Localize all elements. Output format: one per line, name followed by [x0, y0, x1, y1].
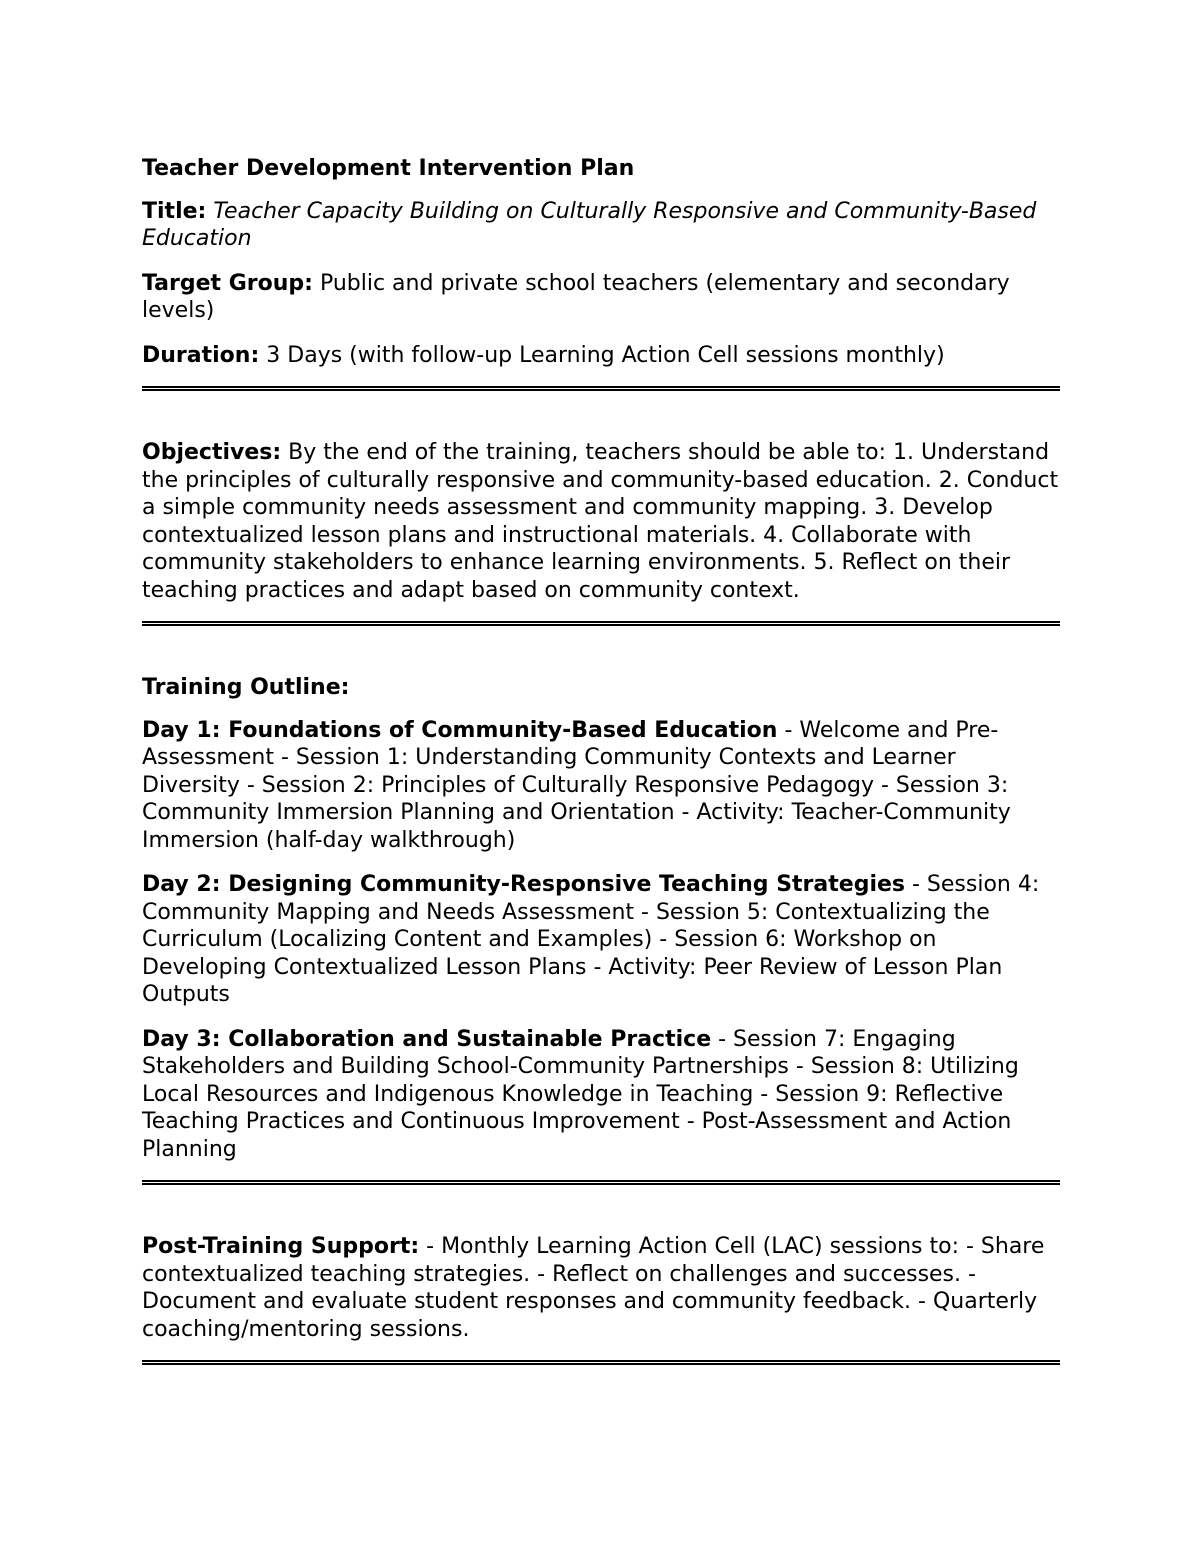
day-1-paragraph — [142, 717, 1060, 855]
duration-label: Duration: — [142, 342, 260, 368]
post-training-support-paragraph — [142, 1233, 1060, 1343]
target-group-value: Public and private school teachers (elementary and secondary levels) — [142, 270, 1010, 323]
target-group-paragraph — [142, 270, 1060, 325]
day-2-title: Day 2: Designing Community-Responsive Teaching Strategies — [142, 872, 905, 897]
duration-value: 3 Days (with follow-up Learning Action Cell sessions monthly) — [266, 342, 945, 368]
document-page — [142, 155, 1060, 1365]
post-training-support-label: Post-Training Support: — [142, 1234, 420, 1259]
divider — [142, 386, 1060, 391]
day-2-paragraph — [142, 871, 1060, 1009]
objectives-text: By the end of the training, teachers should be able to: 1. Understand the principles of culturally responsive and community-based education. 2. Conduct a simple community needs assessment and community mapping. 3. Develop contextualized lesson plans and instructional materials. 4. Collaborate with community stakeholders to enhance learning environments. 5. Reflect on their teaching practices and adapt based on community context. — [142, 440, 1059, 603]
training-outline-heading: Training Outline: — [142, 675, 350, 700]
day-1-title: Day 1: Foundations of Community-Based Education — [142, 717, 778, 743]
title-label: Title: — [142, 198, 207, 224]
objectives-label: Objectives: — [142, 440, 282, 465]
target-group-label: Target Group: — [142, 270, 313, 296]
divider — [142, 1360, 1060, 1365]
day-1-text: - Welcome and Pre-Assessment - Session 1: Understanding Community Contexts and Learner Diversity - Session 2: Principles of Culturally Responsive Pedagogy - Session 3: Community Immersion Planning and Orientation - Activity: Teacher-Community Immersion (half-day walkthrough) — [142, 717, 1011, 853]
day-3-title: Day 3: Collaboration and Sustainable Practice — [142, 1026, 712, 1052]
day-3-text: - Session 7: Engaging Stakeholders and Building School-Community Partnerships - Session 8: Utilizing Local Resources and Indigenous Knowledge in Teaching - Session 9: Reflective Teaching Practices and Continuous Improvement - Post-Assessment and Action Planning — [142, 1026, 1019, 1162]
objectives-paragraph — [142, 439, 1060, 604]
title-value: Teacher Capacity Building on Culturally Responsive and Community-Based Education — [142, 198, 1037, 251]
duration-paragraph — [142, 342, 1060, 370]
document-title: Teacher Development Intervention Plan — [142, 156, 635, 181]
divider — [142, 621, 1060, 626]
title-paragraph — [142, 198, 1060, 253]
post-training-support-text: - Monthly Learning Action Cell (LAC) sessions to: - Share contextualized teaching strategies. - Reflect on challenges and successes. - Document and evaluate student responses and community feedback. - Quarterly coaching/mentoring sessions. — [142, 1234, 1045, 1342]
day-3-paragraph — [142, 1026, 1060, 1164]
divider — [142, 1180, 1060, 1185]
day-2-text: - Session 4: Community Mapping and Needs Assessment - Session 5: Contextualizing the Curriculum (Localizing Content and Examples) - Session 6: Workshop on Developing Contextualized Lesson Plans - Activity: Peer Review of Lesson Plan Outputs — [142, 872, 1040, 1007]
